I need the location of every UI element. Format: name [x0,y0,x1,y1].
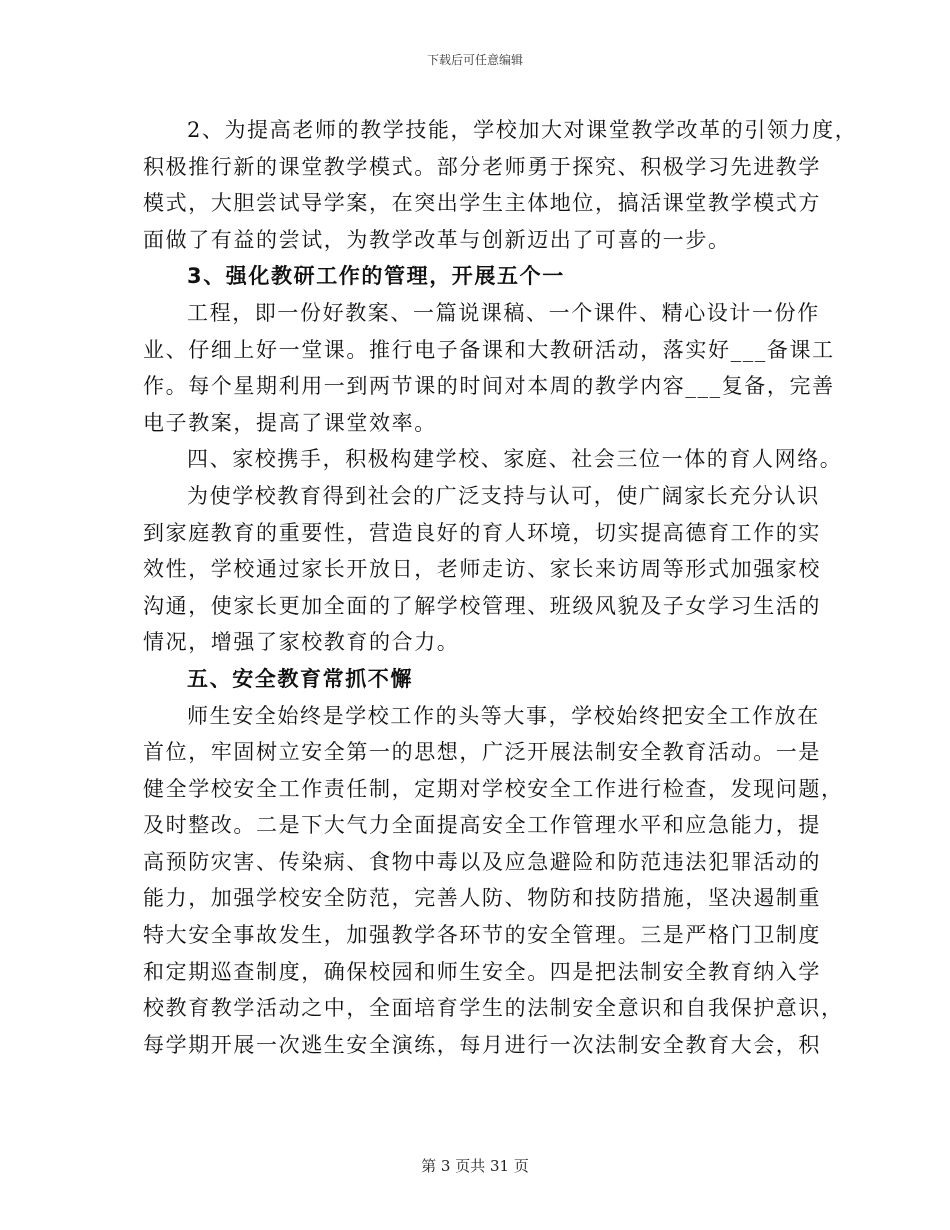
body-line-22: 能力，加强学校安全防范，完善人防、物防和技防措施，坚决遏制重 [143,886,821,911]
body-line-17: 师生安全始终是学校工作的头等大事，学校始终把安全工作放在 [187,703,820,728]
document-body [143,112,858,1063]
body-line-20: 及时整改。二是下大气力全面提高安全工作管理水平和应急能力，提 [143,813,821,838]
body-line-4: 面做了有益的尝试，为教学改革与创新迈出了可喜的一步。 [143,227,731,252]
document-header-note: 下载后可任意编辑 [426,53,523,67]
body-line-11: 为使学校教育得到社会的广泛支持与认可，使广阔家长充分认识 [187,483,820,508]
body-line-23: 特大安全事故发生，加强教学各环节的安全管理。三是严格门卫制度 [143,923,821,948]
body-line-25: 校教育教学活动之中，全面培育学生的法制安全意识和自我保护意识， [143,996,844,1021]
body-line-18: 首位，牢固树立安全第一的思想，广泛开展法制安全教育活动。一是 [143,740,821,765]
body-line-12: 到家庭教育的重要性，营造良好的育人环境，切实提高德育工作的实 [143,520,821,545]
body-line-7: 业、仔细上好一堂课。推行电子备课和大教研活动，落实好___备课工 [143,337,835,362]
section-heading-safety: 五、安全教育常抓不懈 [187,666,413,691]
section-heading-home-school: 四、家校携手，积极构建学校、家庭、社会三位一体的育人网络。 [187,447,843,472]
body-line-21: 高预防灾害、传染病、食物中毒以及应急避险和防范违法犯罪活动的 [143,849,821,874]
body-line-9: 电子教案，提高了课堂效率。 [143,410,437,435]
body-line-19: 健全学校安全工作责任制，定期对学校安全工作进行检查，发现问题， [143,776,844,801]
section-heading-teaching-research: 3、强化教研工作的管理，开展五个一 [187,264,565,289]
body-line-8: 作。每个星期利用一到两节课的时间对本周的教学内容___复备，完善 [143,374,835,399]
body-line-24: 和定期巡查制度，确保校园和师生安全。四是把法制安全教育纳入学 [143,959,821,984]
body-line-2: 积极推行新的课堂教学模式。部分老师勇于探究、积极学习先进教学 [143,154,821,179]
body-line-14: 沟通，使家长更加全面的了解学校管理、班级风貌及子女学习生活的 [143,593,821,618]
body-line-1: 2、为提高老师的教学技能，学校加大对课堂教学改革的引领力度， [187,118,858,142]
body-line-15: 情况，增强了家校教育的合力。 [143,630,460,655]
body-line-6: 工程，即一份好教案、一篇说课稿、一个课件、精心设计一份作 [187,300,820,325]
body-line-13: 效性，学校通过家长开放日，老师走访、家长来访周等形式加强家校 [143,557,821,582]
body-line-26: 每学期开展一次逃生安全演练，每月进行一次法制安全教育大会，积 [143,1032,821,1057]
body-line-3: 模式，大胆尝试导学案，在突出学生主体地位，搞活课堂教学模式方 [143,191,821,216]
page-number-footer: 第 3 页共 31 页 [421,1157,529,1175]
